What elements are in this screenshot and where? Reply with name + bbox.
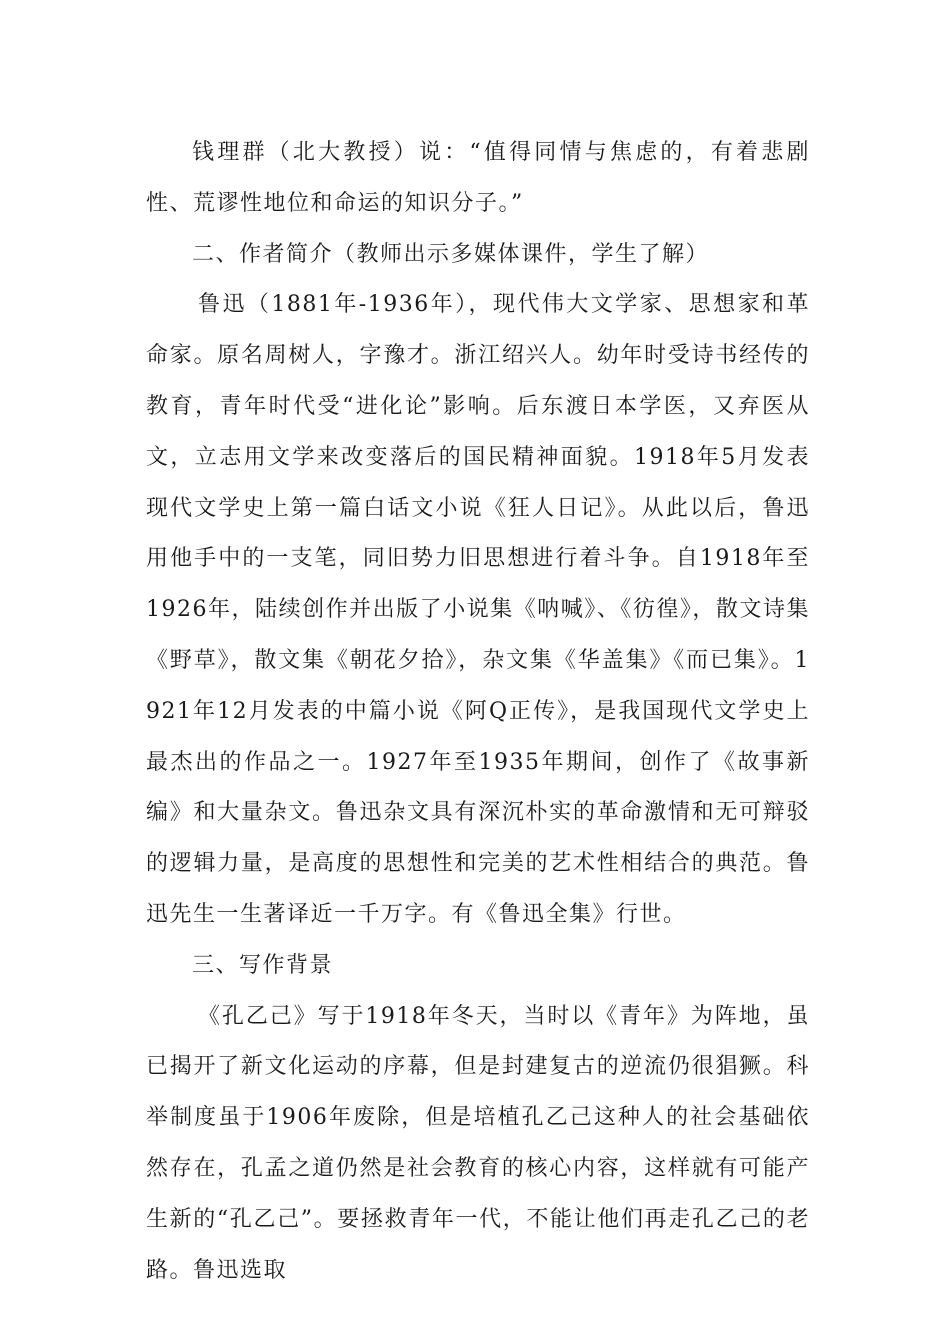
document-body [146,128,810,1296]
section-heading-author: 二、作者简介（教师出示多媒体课件，学生了解） [192,241,710,267]
quote-paragraph: 钱理群（北大教授）说：“值得同情与焦虑的，有着悲剧性、荒谬性地位和命运的知识分子。” [146,140,810,216]
background-paragraph: 《孔乙己》写于1918年冬天，当时以《青年》为阵地，虽已揭开了新文化运动的序幕，但是封建复古的逆流仍很猖獗。科举制度虽于1906年废除，但是培植孔乙己这种人的社会基础依然存在，孔孟之道仍然是社会教育的核心内容，这样就有可能产生新的“孔乙己”。要拯救青年一代，不能让他们再走孔乙己的老路。鲁迅选取 [146,1003,810,1283]
section-heading-background: 三、写作背景 [192,952,334,978]
author-bio-paragraph: 鲁迅（1881年-1936年），现代伟大文学家、思想家和革命家。原名周树人，字豫才。浙江绍兴人。幼年时受诗书经传的教育，青年时代受“进化论”影响。后东渡日本学医，又弃医从文，立志用文学来改变落后的国民精神面貌。1918年5月发表现代文学史上第一篇白话文小说《狂人日记》。从此以后，鲁迅用他手中的一支笔，同旧势力旧思想进行着斗争。自1918年至1926年，陆续创作并出版了小说集《呐喊》、《彷徨》，散文诗集《野草》，散文集《朝花夕拾》，杂文集《华盖集》《而已集》。1921年12月发表的中篇小说《阿Q正传》，是我国现代文学史上最杰出的作品之一。1927年至1935年期间，创作了《故事新编》和大量杂文。鲁迅杂文具有深沉朴实的革命激情和无可辩驳的逻辑力量，是高度的思想性和完美的艺术性相结合的典范。鲁迅先生一生著译近一千万字。有《鲁迅全集》行世。 [146,292,810,927]
